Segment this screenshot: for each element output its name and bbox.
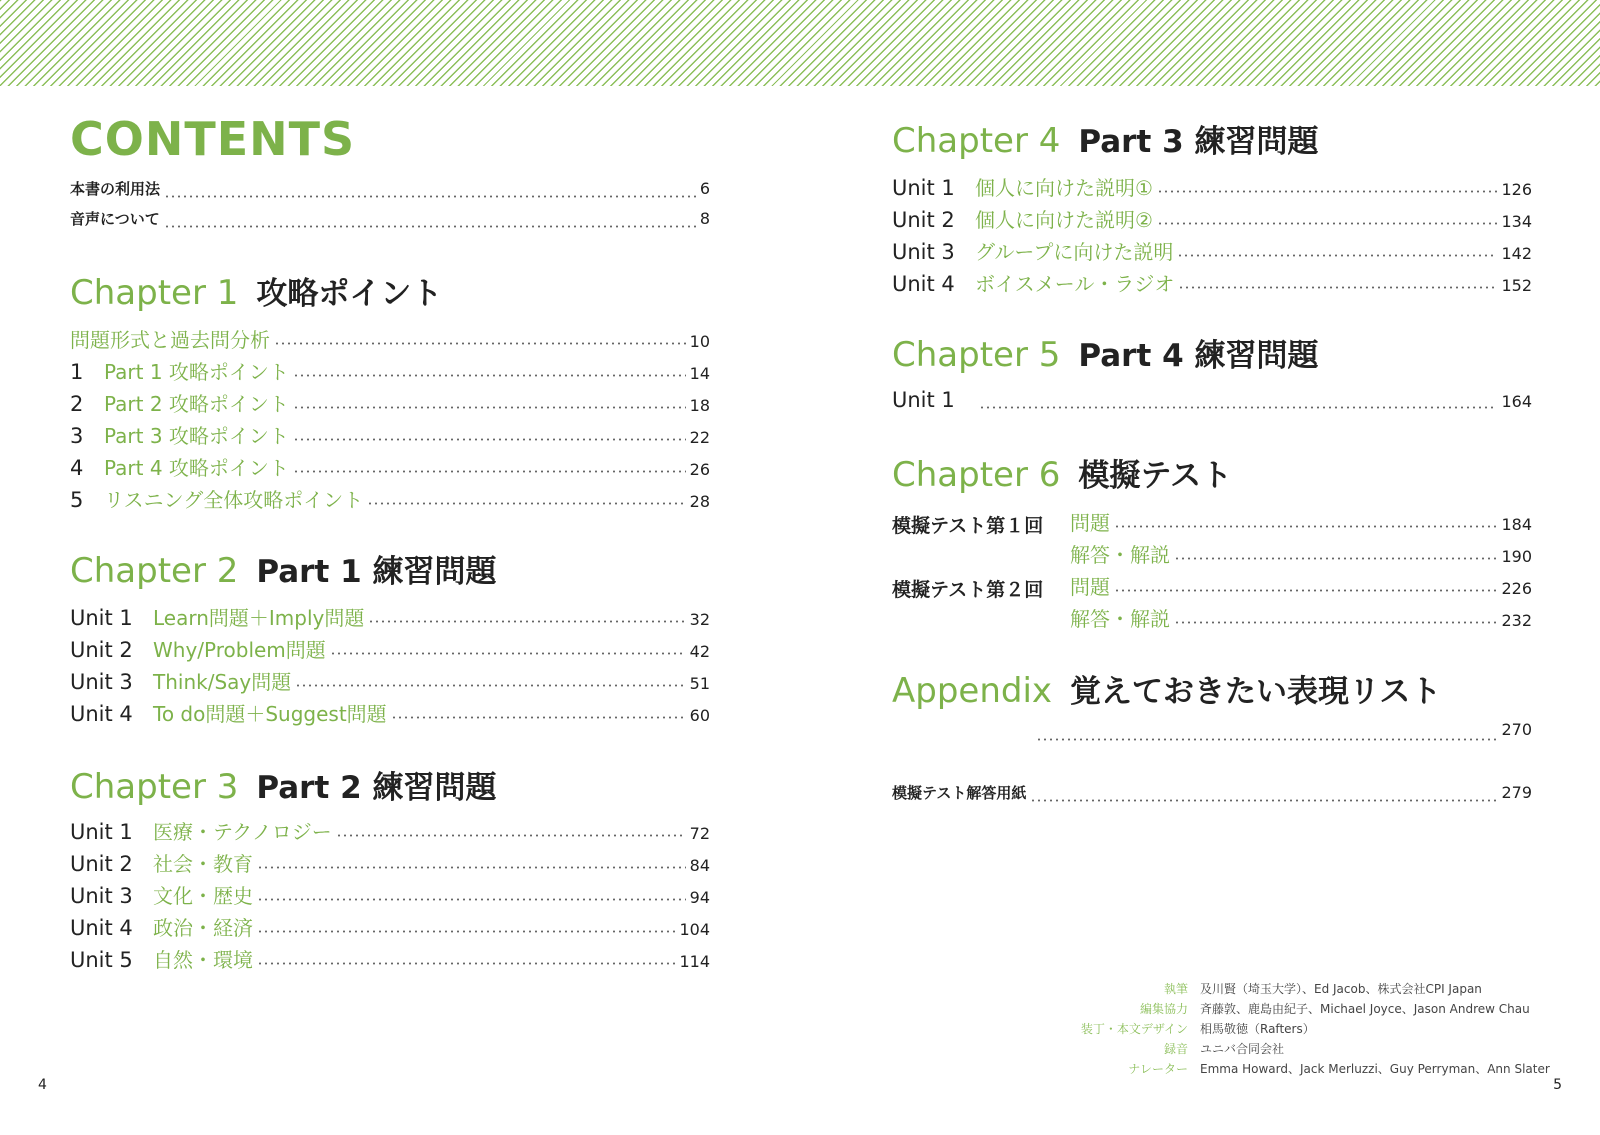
toc-title: Learn問題＋Imply問題 <box>153 606 365 630</box>
toc-entry[interactable] <box>70 848 710 880</box>
credits-block <box>1078 979 1550 1079</box>
toc-page: 94 <box>689 888 710 907</box>
toc-entry[interactable] <box>70 666 710 698</box>
credit-names: 及川賢（埼玉大学）、Ed Jacob、株式会社CPI Japan <box>1200 982 1482 996</box>
toc-page: 6 <box>699 179 710 198</box>
toc-entry[interactable] <box>70 880 710 912</box>
contents-title: CONTENTS <box>70 112 356 166</box>
toc-title: Part 2 攻略ポイント <box>104 392 289 416</box>
toc-unit: Unit 2 <box>70 852 133 876</box>
toc-title: 模擬テスト解答用紙 <box>892 784 1027 802</box>
toc-entry[interactable] <box>70 816 710 848</box>
credit-row <box>1078 999 1538 1019</box>
toc-title: 問題 <box>1070 511 1110 535</box>
credit-role: ナレーター <box>1128 1062 1188 1076</box>
toc-page: 84 <box>689 856 710 875</box>
leader-dots <box>1177 254 1497 257</box>
toc-unit: 1 <box>70 360 84 384</box>
toc-page: 104 <box>679 920 710 939</box>
leader-dots <box>368 620 685 623</box>
credit-names: ユニバ合同会社 <box>1200 1042 1285 1056</box>
page-number-right: 5 <box>1553 1077 1562 1093</box>
appendix-title: 覚えておきたい表現リスト <box>1070 674 1442 710</box>
chapter-1-list <box>70 324 710 516</box>
toc-title: 医療・テクノロジー <box>153 820 332 844</box>
chapter-2-heading <box>70 546 496 591</box>
toc-page: 270 <box>1501 720 1532 739</box>
toc-title: ボイスメール・ラジオ <box>975 272 1175 296</box>
chapter-number: Chapter 1 <box>70 273 239 313</box>
credit-names: Emma Howard、Jack Merluzzi、Guy Perryman、Ann Slater <box>1200 1062 1550 1076</box>
toc-title: 自然・環境 <box>153 948 253 972</box>
credit-role: 編集協力 <box>1139 1002 1188 1016</box>
toc-page: 134 <box>1501 212 1532 231</box>
leader-dots <box>1157 190 1498 193</box>
toc-unit: Unit 4 <box>70 916 133 940</box>
toc-entry[interactable] <box>1032 720 1532 752</box>
toc-entry[interactable] <box>892 268 1532 300</box>
toc-page: 279 <box>1501 783 1532 802</box>
leader-dots <box>257 962 675 965</box>
toc-page: 184 <box>1501 515 1532 534</box>
leader-dots <box>257 898 686 901</box>
chapter-5-heading <box>892 330 1318 375</box>
leader-dots <box>257 866 686 869</box>
credit-names: 斉藤敦、鹿島由紀子、Michael Joyce、Jason Andrew Chau <box>1200 1002 1530 1016</box>
toc-page: 164 <box>1501 392 1532 411</box>
page-number-left: 4 <box>38 1077 47 1093</box>
chapter-number: Chapter 2 <box>70 551 239 591</box>
leader-dots <box>979 406 1497 409</box>
toc-title: 本書の利用法 <box>70 180 161 198</box>
toc-entry[interactable] <box>70 178 710 208</box>
right-page <box>892 86 1532 1135</box>
toc-title: 音声について <box>70 210 160 228</box>
toc-page: 18 <box>689 396 710 415</box>
leader-dots <box>367 502 685 505</box>
chapter-6-heading <box>892 450 1232 495</box>
toc-entry[interactable] <box>892 172 1532 204</box>
toc-unit: Unit 4 <box>892 272 955 296</box>
leader-dots <box>1174 557 1497 560</box>
toc-entry[interactable] <box>892 782 1532 812</box>
chapter-title: Part 4 練習問題 <box>1078 338 1319 374</box>
toc-entry[interactable] <box>70 634 710 666</box>
toc-page: 14 <box>689 364 710 383</box>
credit-row <box>1078 979 1538 999</box>
toc-page: 142 <box>1501 244 1532 263</box>
chapter-4-list <box>892 172 1532 300</box>
chapter-5-list <box>892 388 1532 420</box>
toc-entry[interactable] <box>70 602 710 634</box>
toc-unit: Unit 1 <box>892 388 955 412</box>
toc-page: 42 <box>689 642 710 661</box>
toc-unit: Unit 3 <box>70 670 133 694</box>
toc-page: 8 <box>699 209 710 228</box>
chapter-title: Part 2 練習問題 <box>256 770 497 806</box>
leader-dots <box>293 406 686 409</box>
toc-title: To do問題＋Suggest問題 <box>153 702 387 726</box>
leader-dots <box>1174 621 1497 624</box>
toc-page: 28 <box>689 492 710 511</box>
toc-entry[interactable] <box>1070 507 1532 539</box>
toc-title: Part 3 攻略ポイント <box>104 424 289 448</box>
credit-role: 録音 <box>1163 1042 1188 1056</box>
toc-page: 72 <box>689 824 710 843</box>
toc-entry[interactable] <box>1070 571 1532 603</box>
toc-unit: Unit 5 <box>70 948 133 972</box>
toc-unit: Unit 3 <box>892 240 955 264</box>
toc-entry[interactable] <box>70 388 710 420</box>
toc-unit: Unit 1 <box>70 606 133 630</box>
toc-entry[interactable] <box>892 388 1532 420</box>
leader-dots <box>1114 589 1497 592</box>
credit-role: 執筆 <box>1163 982 1188 996</box>
toc-unit: 2 <box>70 392 84 416</box>
leader-dots <box>164 225 696 228</box>
toc-entry[interactable] <box>70 944 710 976</box>
leader-dots <box>1157 222 1498 225</box>
mock-test-2-list <box>1070 571 1532 635</box>
toc-page: 114 <box>679 952 710 971</box>
leader-dots <box>1178 286 1497 289</box>
toc-unit: Unit 4 <box>70 702 133 726</box>
credit-row <box>1078 1039 1538 1059</box>
credit-role: 装丁・本文デザイン <box>1080 1022 1188 1036</box>
mock-test-1-list <box>1070 507 1532 571</box>
toc-title: 問題 <box>1070 575 1110 599</box>
mock-test-1-label: 模擬テスト第１回 <box>892 515 1044 537</box>
toc-title: Part 1 攻略ポイント <box>104 360 289 384</box>
toc-entry[interactable] <box>70 356 710 388</box>
toc-entry[interactable] <box>70 452 710 484</box>
leader-dots <box>330 652 686 655</box>
toc-entry[interactable] <box>892 236 1532 268</box>
credit-row <box>1078 1019 1538 1039</box>
appendix-label: Appendix <box>892 671 1053 711</box>
chapter-2-list <box>70 602 710 730</box>
toc-unit: Unit 2 <box>892 208 955 232</box>
chapter-title: 模擬テスト <box>1078 458 1233 494</box>
toc-title: 解答・解説 <box>1070 607 1170 631</box>
toc-unit: 3 <box>70 424 84 448</box>
toc-title: 問題形式と過去問分析 <box>70 328 270 352</box>
toc-title: Part 4 攻略ポイント <box>104 456 289 480</box>
chapter-number: Chapter 3 <box>70 767 239 807</box>
chapter-title: Part 1 練習問題 <box>256 554 497 590</box>
leader-dots <box>257 930 675 933</box>
toc-page: 60 <box>689 706 710 725</box>
toc-entry[interactable] <box>70 324 710 356</box>
header-stripe-pattern <box>0 0 1600 86</box>
toc-page: 26 <box>689 460 710 479</box>
answer-sheet-list <box>892 782 1532 812</box>
chapter-number: Chapter 5 <box>892 335 1061 375</box>
toc-unit: 5 <box>70 488 84 512</box>
toc-unit: Unit 1 <box>892 176 955 200</box>
toc-title: リスニング全体攻略ポイント <box>104 488 364 512</box>
leader-dots <box>1036 738 1497 741</box>
toc-entry[interactable] <box>70 698 710 730</box>
toc-title: 個人に向けた説明② <box>975 208 1153 232</box>
appendix-list <box>1032 720 1532 752</box>
toc-entry[interactable] <box>70 484 710 516</box>
leader-dots <box>1114 525 1497 528</box>
leader-dots <box>293 470 686 473</box>
toc-entry[interactable] <box>1070 603 1532 635</box>
leader-dots <box>1030 799 1497 802</box>
toc-title: Why/Problem問題 <box>153 638 326 662</box>
toc-page: 126 <box>1501 180 1532 199</box>
toc-page: 232 <box>1501 611 1532 630</box>
chapter-1-heading <box>70 268 442 313</box>
chapter-number: Chapter 4 <box>892 121 1061 161</box>
toc-page: 226 <box>1501 579 1532 598</box>
toc-entry[interactable] <box>1070 539 1532 571</box>
toc-entry[interactable] <box>70 420 710 452</box>
toc-page: 32 <box>689 610 710 629</box>
credit-names: 相馬敬徳（Rafters） <box>1200 1022 1315 1036</box>
toc-title: グループに向けた説明 <box>975 240 1174 264</box>
toc-page: 10 <box>689 332 710 351</box>
toc-unit: Unit 1 <box>70 820 133 844</box>
toc-page: 190 <box>1501 547 1532 566</box>
toc-title: 政治・経済 <box>153 916 253 940</box>
toc-page: 22 <box>689 428 710 447</box>
appendix-heading <box>892 666 1441 711</box>
toc-page: 51 <box>689 674 710 693</box>
leader-dots <box>336 834 686 837</box>
credit-row <box>1078 1059 1550 1079</box>
leader-dots <box>391 716 686 719</box>
toc-unit: Unit 2 <box>70 638 133 662</box>
chapter-4-heading <box>892 116 1318 161</box>
toc-title: 社会・教育 <box>153 852 253 876</box>
chapter-title: 攻略ポイント <box>256 276 443 312</box>
chapter-3-heading <box>70 762 496 807</box>
leader-dots <box>295 684 685 687</box>
mock-test-2-label: 模擬テスト第２回 <box>892 579 1044 601</box>
leader-dots <box>274 342 686 345</box>
left-page <box>70 86 710 1135</box>
toc-unit: Unit 3 <box>70 884 133 908</box>
toc-title: 解答・解説 <box>1070 543 1170 567</box>
leader-dots <box>293 374 686 377</box>
toc-title: Think/Say問題 <box>153 670 292 694</box>
leader-dots <box>164 195 696 198</box>
leader-dots <box>293 438 686 441</box>
toc-entry[interactable] <box>70 208 710 238</box>
toc-unit: 4 <box>70 456 84 480</box>
toc-entry[interactable] <box>70 912 710 944</box>
toc-title: 個人に向けた説明① <box>975 176 1153 200</box>
toc-page: 152 <box>1501 276 1532 295</box>
chapter-title: Part 3 練習問題 <box>1078 124 1319 160</box>
chapter-number: Chapter 6 <box>892 455 1061 495</box>
toc-entry[interactable] <box>892 204 1532 236</box>
intro-list <box>70 178 710 238</box>
toc-title: 文化・歴史 <box>153 884 253 908</box>
chapter-3-list <box>70 816 710 976</box>
